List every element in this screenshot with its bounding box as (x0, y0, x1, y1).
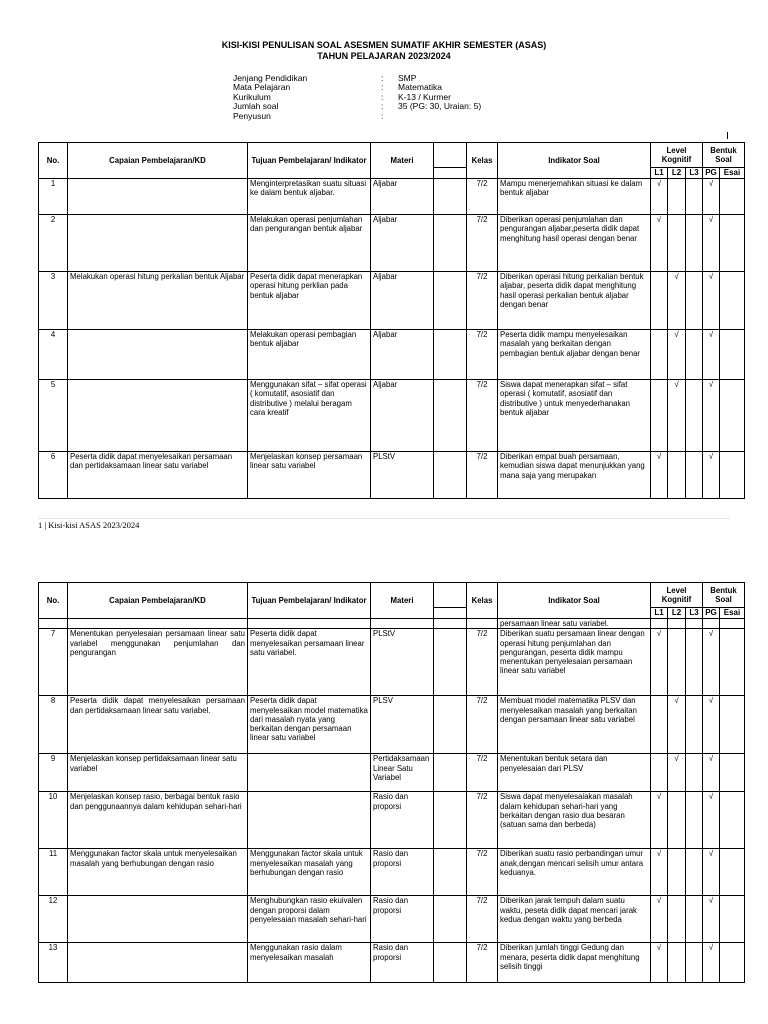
cell-capaian: Menggunakan factor skala untuk menyelesaikan masalah yang berhubungan dengan rasio (68, 849, 248, 896)
table-row (39, 896, 745, 943)
cell-l3 (686, 896, 703, 943)
cell-materi: PLStV (371, 629, 434, 696)
header-capaian: Capaian Pembelajaran/KD (68, 143, 248, 179)
meta-label: Penyusun (233, 110, 271, 121)
cell-pg: √ (703, 452, 720, 499)
cell-pg: √ (703, 272, 720, 330)
cell-indikator: Diberikan operasi penjumlahan dan pengurangan aljabar,peserta didik dapat menghitung hasil operasi dengan benar (498, 215, 651, 272)
cell-pg: √ (703, 696, 720, 754)
cell-blank (434, 754, 467, 792)
cell-esai (720, 792, 745, 849)
doc-title-line1: KISI-KISI PENULISAN SOAL ASESMEN SUMATIF AKHIR SEMESTER (ASAS) (221, 40, 547, 50)
cell-kelas: 7/2 (467, 792, 498, 849)
header-indikator: Indikator Soal (498, 143, 651, 179)
table-row (39, 215, 745, 272)
cell-indikator: Diberikan jumlah tinggi Gedung dan menara, peserta didik dapat menghitung selisih tinggi (498, 943, 651, 983)
cell-pg: √ (703, 179, 720, 215)
cell-indikator: persamaan linear satu variabel. (498, 619, 651, 629)
cell-capaian (68, 330, 248, 380)
cell-l2 (668, 896, 686, 943)
cell-no: 5 (39, 380, 68, 452)
header-pg: PG (703, 608, 720, 619)
table-row (39, 792, 745, 849)
meta-value: SMP (398, 73, 417, 83)
header-l1: L1 (651, 608, 668, 619)
cell-tujuan (248, 792, 371, 849)
header-bentuk: Bentuk Soal (703, 143, 745, 168)
cell-kelas: 7/2 (467, 696, 498, 754)
table-row (39, 696, 745, 754)
cell-esai (720, 754, 745, 792)
meta-colon: : (381, 101, 384, 112)
cell-blank (434, 696, 467, 754)
cell-materi: PLStV (371, 452, 434, 499)
meta-colon: : (381, 91, 384, 102)
page-divider (38, 518, 730, 519)
cell-pg: √ (703, 792, 720, 849)
cell-blank (434, 179, 467, 215)
cell-indikator: Siswa dapat menyelesaiakan masalah dalam kehidupan sehari-hari yang berkaitan dengan rasio dua besaran (satuan sama dan berbeda) (498, 792, 651, 849)
cell-indikator: Siswa dapat menerapkan sifat – sifat operasi ( komutatif, asosiatif dan distributive ) untuk menyederhanakan bentuk aljabar (498, 380, 651, 452)
cell-esai (720, 896, 745, 943)
meta-value: K-13 / Kurmer (398, 91, 451, 102)
cell-materi: Rasio dan proporsi (371, 849, 434, 896)
meta-label: Jumlah soal (233, 101, 279, 112)
cell-l2: √ (668, 272, 686, 330)
cell-l2 (668, 629, 686, 696)
doc-meta (233, 74, 481, 121)
table-row (39, 849, 745, 896)
table-row (39, 943, 745, 983)
cell-esai (720, 943, 745, 983)
cell-kelas: 7/2 (467, 380, 498, 452)
cell-esai (720, 330, 745, 380)
header-esai: Esai (720, 168, 745, 179)
cell-l2: √ (668, 380, 686, 452)
cell-blank (434, 380, 467, 452)
cell-materi (371, 619, 434, 629)
cell-materi: Aljabar (371, 179, 434, 215)
table-row (39, 629, 745, 696)
cell-l2 (668, 179, 686, 215)
cell-l2 (668, 943, 686, 983)
meta-label: Mata Pelajaran (233, 82, 291, 93)
cell-pg: √ (703, 754, 720, 792)
cell-esai (720, 619, 745, 629)
cell-materi: Aljabar (371, 272, 434, 330)
cell-capaian (68, 179, 248, 215)
cell-tujuan: Menggunakan rasio dalam menyelesaikan masalah (248, 943, 371, 983)
cell-kelas: 7/2 (467, 629, 498, 696)
cell-no: 3 (39, 272, 68, 330)
cell-l2 (668, 452, 686, 499)
cell-l1: √ (651, 792, 668, 849)
cell-kelas (467, 619, 498, 629)
cell-tujuan: Menggunakan factor skala untuk menyelesaikan masalah yang berhubungan dengan rasio (248, 849, 371, 896)
header-blank-sub (434, 168, 467, 179)
cell-l2: √ (668, 754, 686, 792)
cell-indikator: Diberikan jarak tempuh dalam suatu waktu, peseta didik dapat mencari jarak kedua dengan waktu yang berbeda (498, 896, 651, 943)
cell-indikator: Diberikan suatu rasio perbandingan umur anak,dengan mencari selisih umur antara keduanya. (498, 849, 651, 896)
meta-value: 35 (PG: 30, Uraian: 5) (398, 101, 482, 112)
header-l1: L1 (651, 168, 668, 179)
cell-materi: Rasio dan proporsi (371, 943, 434, 983)
cell-indikator: Diberikan operasi hitung perkalian bentuk aljabar, peserta didik dapat menghitung hasil operasi perkalian bentuk aljabar dengan benar (498, 272, 651, 330)
header-tujuan: Tujuan Pembelajaran/ Indikator (248, 143, 371, 179)
cell-capaian: Melakukan operasi hitung perkalian bentuk Aljabar (68, 272, 248, 330)
cell-blank (434, 272, 467, 330)
cell-esai (720, 215, 745, 272)
cell-l3 (686, 215, 703, 272)
header-l3: L3 (686, 168, 703, 179)
header-materi: Materi (371, 583, 434, 619)
cell-l3 (686, 330, 703, 380)
header-no: No. (39, 143, 68, 179)
cell-kelas: 7/2 (467, 330, 498, 380)
cell-capaian: Peserta didik dapat menyelesaikan persamaan dan pertidaksamaan linear satu variabel (68, 452, 248, 499)
cell-l3 (686, 849, 703, 896)
cell-l3 (686, 452, 703, 499)
cell-l3 (686, 792, 703, 849)
cell-indikator: Membuat model matematika PLSV dan menyelesaikan masalah yang berkaitan dengan persamaan linear satu variabel (498, 696, 651, 754)
cell-l2 (668, 619, 686, 629)
header-materi: Materi (371, 143, 434, 179)
cell-tujuan: Peserta didik dapat menyelesaikan model matematika dari masalah nyata yang berkaitan dengan persamaan linear satu variabel (248, 696, 371, 754)
cell-capaian: Menjelaskan konsep pertidaksamaan linear satu variabel (68, 754, 248, 792)
kisi-table-page2 (38, 582, 745, 983)
cell-tujuan: Melakukan operasi penjumlahan dan pengurangan bentuk aljabar (248, 215, 371, 272)
cell-pg: √ (703, 849, 720, 896)
cell-capaian (68, 619, 248, 629)
meta-colon: : (381, 73, 384, 83)
cell-tujuan: Menjelaskan konsep persamaan linear satu variabel (248, 452, 371, 499)
cell-l2: √ (668, 330, 686, 380)
cell-tujuan: Melakukan operasi pembagian bentuk aljabar (248, 330, 371, 380)
cell-pg: √ (703, 629, 720, 696)
meta-colon: : (381, 110, 384, 121)
header-tujuan: Tujuan Pembelajaran/ Indikator (248, 583, 371, 619)
cell-indikator: Mampu menerjemahkan situasi ke dalam bentuk aljabar (498, 179, 651, 215)
cell-l2: √ (668, 696, 686, 754)
meta-colon: : (381, 82, 384, 93)
doc-title (0, 40, 768, 62)
header-bentuk: Bentuk Soal (703, 583, 745, 608)
doc-title-line2: TAHUN PELAJARAN 2023/2024 (317, 51, 451, 61)
meta-label: Jenjang Pendidikan (233, 73, 308, 83)
cell-no: 12 (39, 896, 68, 943)
cell-capaian: Peserta didik dapat menyelesaikan persamaan dan pertidaksamaan linear satu variabel. (68, 696, 248, 754)
cell-pg: √ (703, 380, 720, 452)
header-l2: L2 (668, 608, 686, 619)
table-row (39, 452, 745, 499)
table-row (39, 330, 745, 380)
cell-esai (720, 179, 745, 215)
cell-materi: Aljabar (371, 380, 434, 452)
header-pg: PG (703, 168, 720, 179)
cell-blank (434, 896, 467, 943)
cell-no (39, 619, 68, 629)
cell-pg: √ (703, 330, 720, 380)
cell-l1: √ (651, 215, 668, 272)
cell-l1: √ (651, 849, 668, 896)
cell-l3 (686, 943, 703, 983)
cell-kelas: 7/2 (467, 452, 498, 499)
cell-capaian (68, 943, 248, 983)
meta-value: Matematika (398, 82, 442, 93)
cell-esai (720, 380, 745, 452)
kisi-table-page1 (38, 142, 745, 499)
cell-l1 (651, 754, 668, 792)
cell-l3 (686, 179, 703, 215)
cell-no: 7 (39, 629, 68, 696)
cell-kelas: 7/2 (467, 215, 498, 272)
cell-l3 (686, 754, 703, 792)
cell-materi: Aljabar (371, 215, 434, 272)
table-row (39, 619, 745, 629)
header-kelas: Kelas (467, 583, 498, 619)
header-blank (434, 143, 467, 168)
cell-kelas: 7/2 (467, 943, 498, 983)
cell-materi: Rasio dan proporsi (371, 792, 434, 849)
cell-kelas: 7/2 (467, 179, 498, 215)
cell-l1 (651, 696, 668, 754)
page-footer: 1 | Kisi-kisi ASAS 2023/2024 (38, 520, 140, 530)
cell-l1 (651, 619, 668, 629)
cell-pg: √ (703, 943, 720, 983)
table-row (39, 179, 745, 215)
cell-capaian: Menjelaskan konsep rasio, berbagai bentuk rasio dan penggunaannya dalam kehidupan sehari-hari (68, 792, 248, 849)
header-indikator: Indikator Soal (498, 583, 651, 619)
cell-blank (434, 943, 467, 983)
cell-no: 10 (39, 792, 68, 849)
cell-tujuan (248, 754, 371, 792)
cell-l2 (668, 792, 686, 849)
cell-materi: Pertidaksamaan Linear Satu Variabel (371, 754, 434, 792)
cell-indikator: Diberikan empat buah persamaan, kemudian siswa dapat menunjukkan yang mana saja yang merupakan (498, 452, 651, 499)
cell-l1: √ (651, 179, 668, 215)
cell-tujuan: Menghubungkan rasio ekuivalen dengan proporsi dalam penyelesaian masalah sehari-hari (248, 896, 371, 943)
cell-blank (434, 330, 467, 380)
header-capaian: Capaian Pembelajaran/KD (68, 583, 248, 619)
header-esai: Esai (720, 608, 745, 619)
cell-l1 (651, 272, 668, 330)
cell-l1: √ (651, 452, 668, 499)
cell-l3 (686, 696, 703, 754)
cell-l3 (686, 380, 703, 452)
cell-pg (703, 619, 720, 629)
cell-blank (434, 629, 467, 696)
cell-tujuan: Peserta didik dapat menerapkan operasi hitung perklian pada bentuk aljabar (248, 272, 371, 330)
cell-l1: √ (651, 896, 668, 943)
header-level: Level Kognitif (651, 143, 703, 168)
cell-blank (434, 619, 467, 629)
cell-blank (434, 849, 467, 896)
header-kelas: Kelas (467, 143, 498, 179)
cell-capaian: Menentukan penyelesaian persamaan linear satu variabel menggunakan penjumlahan dan pengurangan (68, 629, 248, 696)
cell-capaian (68, 896, 248, 943)
header-blank (434, 583, 467, 608)
cell-no: 4 (39, 330, 68, 380)
cell-esai (720, 272, 745, 330)
meta-row (233, 112, 481, 121)
cell-materi: Rasio dan proporsi (371, 896, 434, 943)
header-l3: L3 (686, 608, 703, 619)
header-level: Level Kognitif (651, 583, 703, 608)
cell-no: 2 (39, 215, 68, 272)
cell-l3 (686, 272, 703, 330)
cell-tujuan: Peserta didik dapat menyelesaikan persamaan linear satu variabel. (248, 629, 371, 696)
cell-tujuan (248, 619, 371, 629)
cell-tujuan: Menggunakan sifat – sifat operasi ( komutatif, asosiatif dan distributive ) melalui beragam cara kreatif (248, 380, 371, 452)
cell-materi: Aljabar (371, 330, 434, 380)
cell-no: 13 (39, 943, 68, 983)
cell-l1: √ (651, 943, 668, 983)
meta-label: Kurikulum (233, 91, 271, 102)
table-row (39, 380, 745, 452)
table-row (39, 272, 745, 330)
cell-l2 (668, 215, 686, 272)
stray-mark (727, 132, 728, 139)
cell-no: 11 (39, 849, 68, 896)
cell-esai (720, 629, 745, 696)
cell-kelas: 7/2 (467, 272, 498, 330)
cell-l1 (651, 380, 668, 452)
cell-no: 8 (39, 696, 68, 754)
table-row (39, 754, 745, 792)
cell-kelas: 7/2 (467, 896, 498, 943)
cell-no: 9 (39, 754, 68, 792)
cell-capaian (68, 215, 248, 272)
cell-kelas: 7/2 (467, 754, 498, 792)
cell-indikator: Diberikan suatu persamaan linear dengan operasi hitung penjumlahan dan pengurangan, peserta didik mampu menentukan penyelesaian persamaan linear satu variabel (498, 629, 651, 696)
cell-pg: √ (703, 896, 720, 943)
header-no: No. (39, 583, 68, 619)
cell-blank (434, 215, 467, 272)
cell-indikator: Menentukan bentuk setara dan penyelesaian dari PLSV (498, 754, 651, 792)
cell-kelas: 7/2 (467, 849, 498, 896)
header-l2: L2 (668, 168, 686, 179)
cell-l1: √ (651, 629, 668, 696)
header-blank-sub (434, 608, 467, 619)
cell-tujuan: Menginterpretasikan suatu situasi ke dalam bentuk aljabar. (248, 179, 371, 215)
cell-blank (434, 792, 467, 849)
cell-l1 (651, 330, 668, 380)
cell-l3 (686, 629, 703, 696)
cell-l2 (668, 849, 686, 896)
cell-pg: √ (703, 215, 720, 272)
cell-no: 1 (39, 179, 68, 215)
cell-indikator: Peserta didik mampu menyelesaikan masalah yang berkaitan dengan pembagian bentuk aljabar dengan benar (498, 330, 651, 380)
cell-capaian (68, 380, 248, 452)
cell-l3 (686, 619, 703, 629)
cell-esai (720, 452, 745, 499)
cell-esai (720, 696, 745, 754)
cell-no: 6 (39, 452, 68, 499)
cell-blank (434, 452, 467, 499)
cell-esai (720, 849, 745, 896)
cell-materi: PLSV (371, 696, 434, 754)
